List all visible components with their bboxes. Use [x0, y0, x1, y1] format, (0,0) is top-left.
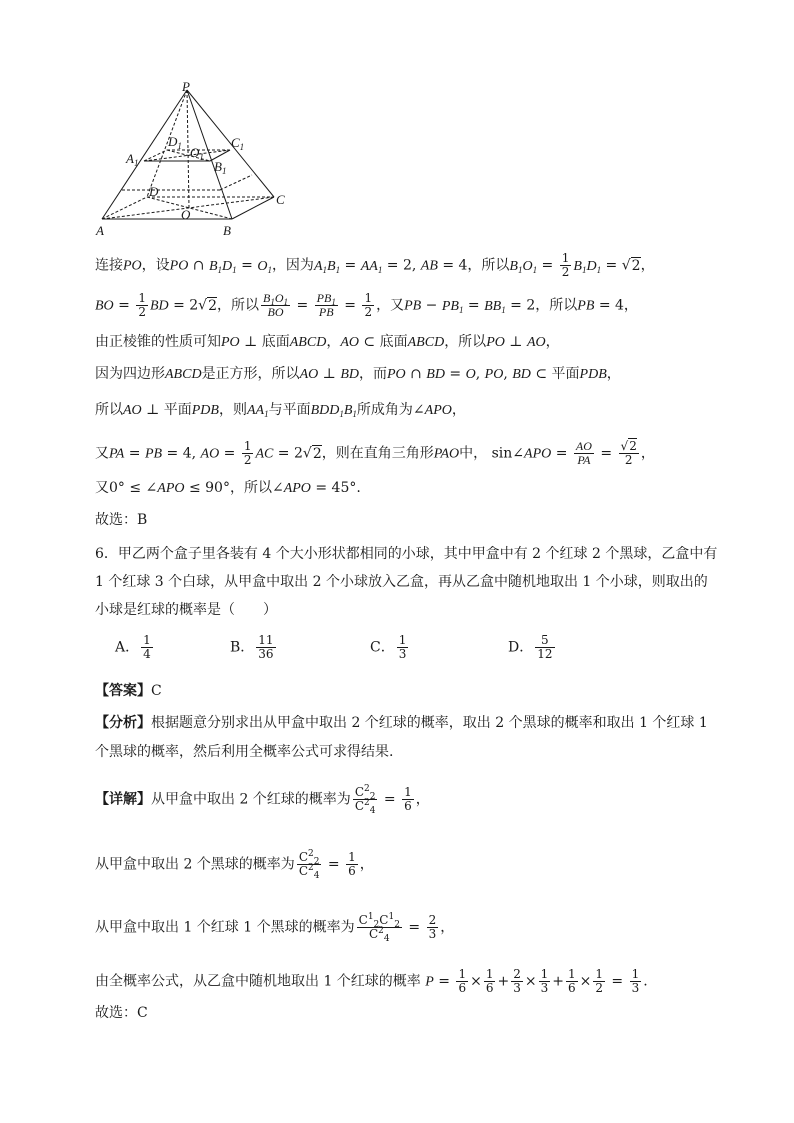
label-A: A: [96, 223, 104, 238]
solution-line-5: 所以AO ⊥ 平面PDB，则$AA_1$与平面$BDD_1B_1$所成角为∠APO，: [95, 402, 466, 419]
edge-PA: [102, 90, 187, 219]
label-C1: $C_1$: [231, 135, 245, 152]
detail-line-2: 从甲盒中取出 2 个黑球的概率为 $\frac{C^2_2}{C^2_4}$ = $\frac{1}{6}$ ，: [95, 849, 374, 881]
detail-line-3: 从甲盒中取出 1 个红球 1 个黑球的概率为 $\frac{C^1_2C^1_2}{C^2_4}$ = $\frac{2}{3}$ ，: [95, 912, 455, 944]
analysis-tag: 【分析】: [95, 715, 151, 731]
detail-tag: 【详解】: [95, 791, 151, 808]
detail-line-4: 由全概率公式，从乙盒中随机地取出 1 个红球的概率 P = $\frac{1}{6}$ × $\frac{1}{6}$ + $\frac{2}{3}$ × $\frac{1}{3}$ + $\frac{1}{6}$ × $\frac{1}{2}$ = $\frac{1}{3}$ .: [95, 967, 648, 995]
option-c: C． $\frac{1}{3}$: [370, 633, 407, 661]
mid-section-right: [220, 175, 252, 190]
label-P: P: [182, 80, 190, 94]
analysis-line-2: 个黑球的概率，然后利用全概率公式可求得结果.: [95, 744, 394, 760]
analysis-line-1: 【分析】根据题意分别求出从甲盒中取出 2 个红球的概率，取出 2 个黑球的概率和取出 1 个红球 1: [95, 715, 708, 731]
problem6-text-line-2: 1 个红球 3 个白球，从甲盒中取出 2 个小球放入乙盒，再从乙盒中随机地取出 1 个小球，则取出的: [95, 574, 708, 590]
solution-line-1: 连接PO，设PO ∩ $B_1D_1 = O_1$，因为$A_1B_1 = AA_1 = 2$, AB = 4，所以$B_1O_1$ = $\frac{1}{2}$ $B_1D_1 = √2$，: [95, 251, 655, 279]
answer-line: 【答案】C: [95, 683, 162, 699]
option-a: A． $\frac{1}{4}$: [115, 633, 151, 661]
label-A1: $A_1$: [126, 151, 139, 168]
solution-line-2: BO = $\frac{1}{2}$ BD = 2√2，所以 $\frac{B_1O_1}{BO}$ = $\frac{PB_1}{PB}$ = $\frac{1}{2}$ ，又PB − $PB_1 = BB_1 = 2$，所以PB = 4，: [95, 291, 638, 319]
label-B1: $B_1$: [214, 159, 227, 176]
problem6-text-line-1: 6．甲乙两个盒子里各装有 4 个大小形状都相同的小球，其中甲盒中有 2 个红球 2 个黑球，乙盒中有: [95, 546, 718, 562]
label-D1: $D_1$: [168, 134, 182, 151]
pyramid-figure: [92, 80, 302, 240]
problem5-answer: 故选：B: [95, 512, 148, 528]
label-O: O: [181, 207, 191, 222]
problem6-text-line-3: 小球是红球的概率是（ ）: [95, 602, 277, 618]
solution-line-4: 因为四边形ABCD是正方形，所以AO ⊥ BD，而PO ∩ BD = O, PO, BD ⊂ 平面PDB，: [95, 366, 621, 382]
label-O1: $O_1$: [190, 145, 204, 162]
option-b: B． $\frac{11}{36}$: [230, 633, 274, 661]
detail-line-1: 【详解】从甲盒中取出 2 个红球的概率为 $\frac{C^2_2}{C^2_4}$ = $\frac{1}{6}$ ，: [95, 784, 430, 816]
label-D: D: [149, 184, 159, 199]
option-d: D． $\frac{5}{12}$: [508, 633, 553, 661]
label-C: C: [276, 192, 285, 207]
final-answer: 故选：C: [95, 1005, 148, 1021]
solution-line-7: 又0° ≤ ∠APO ≤ 90°，所以∠APO = 45°.: [95, 480, 361, 496]
label-B: B: [223, 223, 231, 238]
edge-BC: [232, 197, 274, 219]
solution-line-3: 由正棱锥的性质可知PO ⊥ 底面ABCD，AO ⊂ 底面ABCD，所以PO ⊥ AO，: [95, 334, 560, 350]
answer-tag: 【答案】: [95, 683, 151, 699]
solution-line-6: 又PA = PB = 4, AO = $\frac{1}{2}$ AC = 2√2，则在直角三角形PAO中， sin∠APO = $\frac{AO}{PA}$ = $\frac{√2}{2}$ ，: [95, 439, 655, 467]
